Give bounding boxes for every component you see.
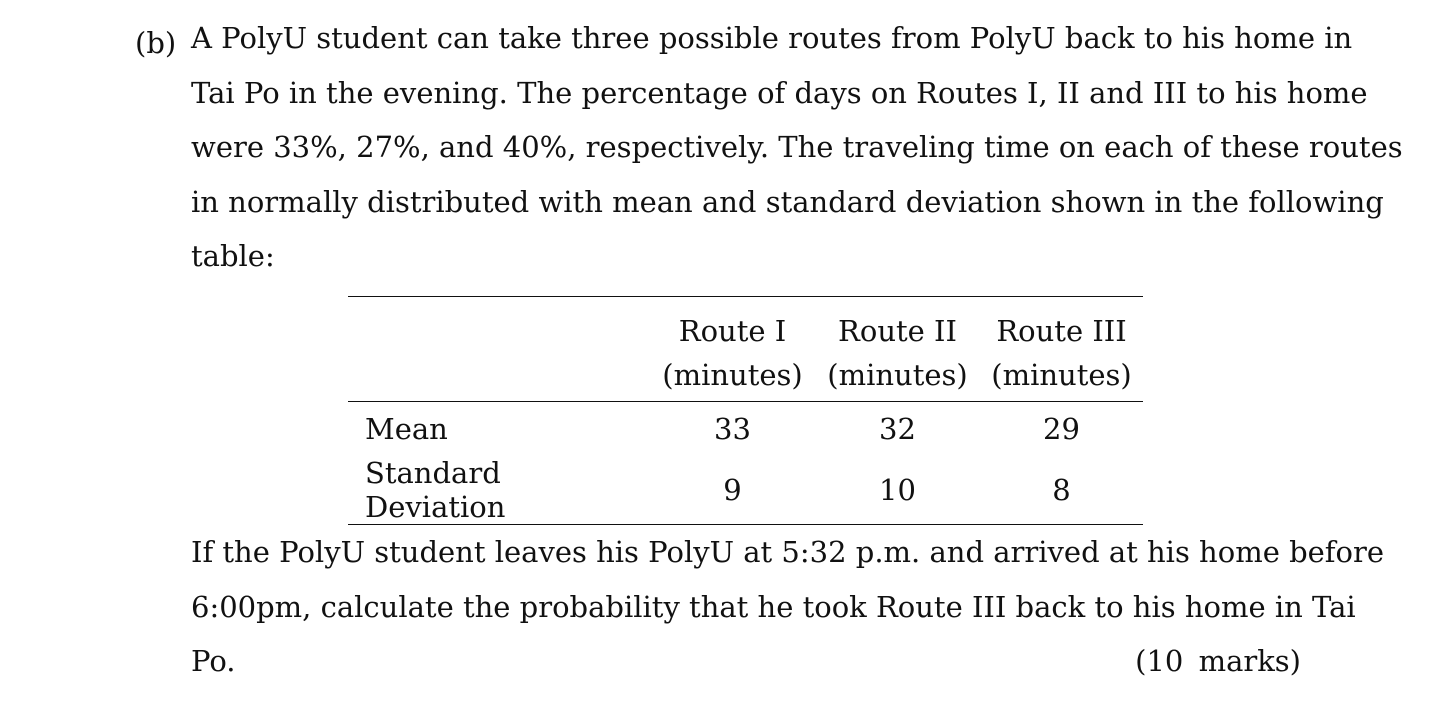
row-label: Standard Deviation [348, 456, 650, 525]
header-cell-empty [348, 297, 650, 350]
table-row-mean [348, 402, 1143, 457]
part-label: (b) [135, 26, 177, 60]
header-unit-3: (minutes) [980, 349, 1143, 402]
header-cell-empty [348, 349, 650, 402]
intro-line: table: [191, 239, 275, 273]
marks-label: (10 marks) [1135, 644, 1301, 678]
table-cell: 29 [1043, 412, 1080, 446]
table-cell: 33 [714, 412, 751, 446]
table-cell: 32 [879, 412, 916, 446]
question-line: If the PolyU student leaves his PolyU at 5:32 p.m. and arrived at his home before [191, 535, 1385, 569]
question-paragraph [191, 525, 1385, 689]
intro-line: Tai Po in the evening. The percentage of days on Routes I, II and III to his home [191, 75, 1368, 110]
header-route-1: Route I [650, 297, 815, 350]
route-statistics-table [348, 296, 1143, 525]
intro-line: in normally distributed with mean and standard deviation shown in the following [191, 184, 1384, 219]
table-cell: 8 [980, 456, 1143, 525]
table-cell: 9 [650, 456, 815, 525]
intro-line: were 33%, 27%, and 40%, respectively. The traveling time on each of these routes [191, 130, 1403, 164]
table-row-std-dev [348, 456, 1143, 525]
question-line: Po. [191, 644, 236, 678]
question-line: 6:00pm, calculate the probability that he took Route III back to his home in Tai [191, 589, 1356, 624]
header-unit-1: (minutes) [650, 349, 815, 402]
header-route-3: Route III [980, 297, 1143, 350]
intro-paragraph [191, 11, 1403, 284]
row-label: Mean [365, 412, 448, 446]
header-unit-2: (minutes) [815, 349, 980, 402]
header-route-2: Route II [815, 297, 980, 350]
intro-line: A PolyU student can take three possible routes from PolyU back to his home in [191, 21, 1353, 55]
final-line [191, 634, 1301, 689]
table-cell: 10 [815, 456, 980, 525]
table-header-row [348, 297, 1143, 350]
table-header-units-row [348, 349, 1143, 402]
